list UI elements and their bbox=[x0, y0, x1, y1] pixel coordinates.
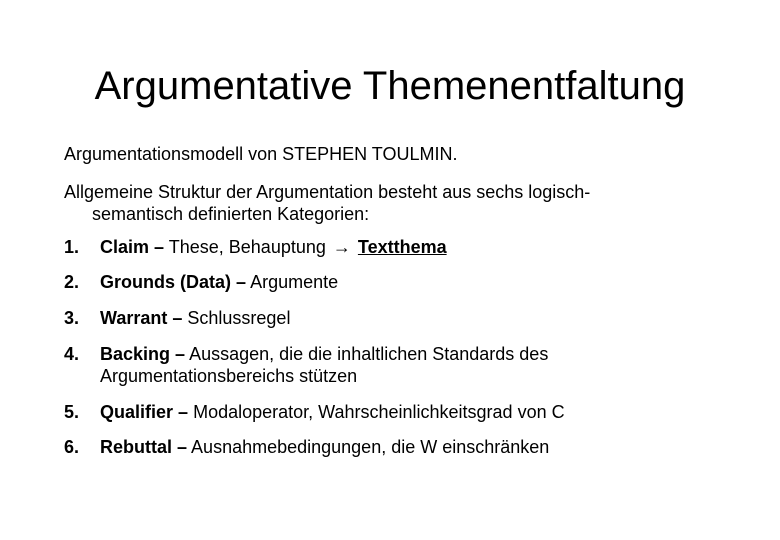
textthema-link[interactable]: Textthema bbox=[357, 237, 447, 257]
slide-title: Argumentative Themenentfaltung bbox=[94, 64, 686, 108]
intro-paragraph-2-line-2: semantisch definierten Kategorien: bbox=[92, 204, 370, 224]
list-dash: – bbox=[178, 402, 189, 422]
list-text: Modaloperator, Wahrscheinlichkeitsgrad von C bbox=[193, 402, 565, 422]
intro-paragraph-1: Argumentationsmodell von STEPHEN TOULMIN. bbox=[64, 144, 458, 164]
list-term: Qualifier bbox=[100, 402, 174, 422]
list-number: 1. bbox=[64, 237, 80, 257]
list-term: Rebuttal bbox=[100, 437, 172, 457]
list-dash: – bbox=[154, 237, 165, 257]
list-term: Grounds (Data) bbox=[100, 272, 232, 292]
list-text: Argumente bbox=[250, 272, 339, 292]
list-item-rebuttal bbox=[64, 436, 549, 458]
list-item-qualifier bbox=[64, 401, 565, 423]
list-term: Claim bbox=[100, 237, 150, 257]
list-item-claim bbox=[64, 236, 447, 258]
list-number: 4. bbox=[64, 344, 80, 364]
list-number: 6. bbox=[64, 437, 80, 457]
list-number: 3. bbox=[64, 308, 80, 328]
list-term: Warrant bbox=[100, 308, 168, 328]
list-text: Aussagen, die die inhaltlichen Standards des bbox=[189, 344, 549, 364]
intro-paragraph-2-line-1: Allgemeine Struktur der Argumentation besteht aus sechs logisch- bbox=[64, 182, 591, 202]
list-number: 2. bbox=[64, 272, 80, 292]
list-dash: – bbox=[175, 344, 186, 364]
list-text: These, Behauptung bbox=[168, 237, 326, 257]
list-item-backing bbox=[64, 343, 548, 387]
list-dash: – bbox=[172, 308, 183, 328]
list-text-continued: Argumentationsbereichs stützen bbox=[100, 366, 358, 386]
list-text: Schlussregel bbox=[187, 308, 291, 328]
list-dash: – bbox=[177, 437, 188, 457]
list-dash: – bbox=[236, 272, 247, 292]
list-item-warrant bbox=[64, 307, 290, 329]
list-text: Ausnahmebedingungen, die W einschränken bbox=[191, 437, 550, 457]
list-number: 5. bbox=[64, 402, 80, 422]
list-term: Backing bbox=[100, 344, 171, 364]
list-item-grounds bbox=[64, 271, 338, 293]
arrow-right-icon: → bbox=[332, 237, 351, 257]
intro-paragraph-2 bbox=[64, 181, 664, 225]
